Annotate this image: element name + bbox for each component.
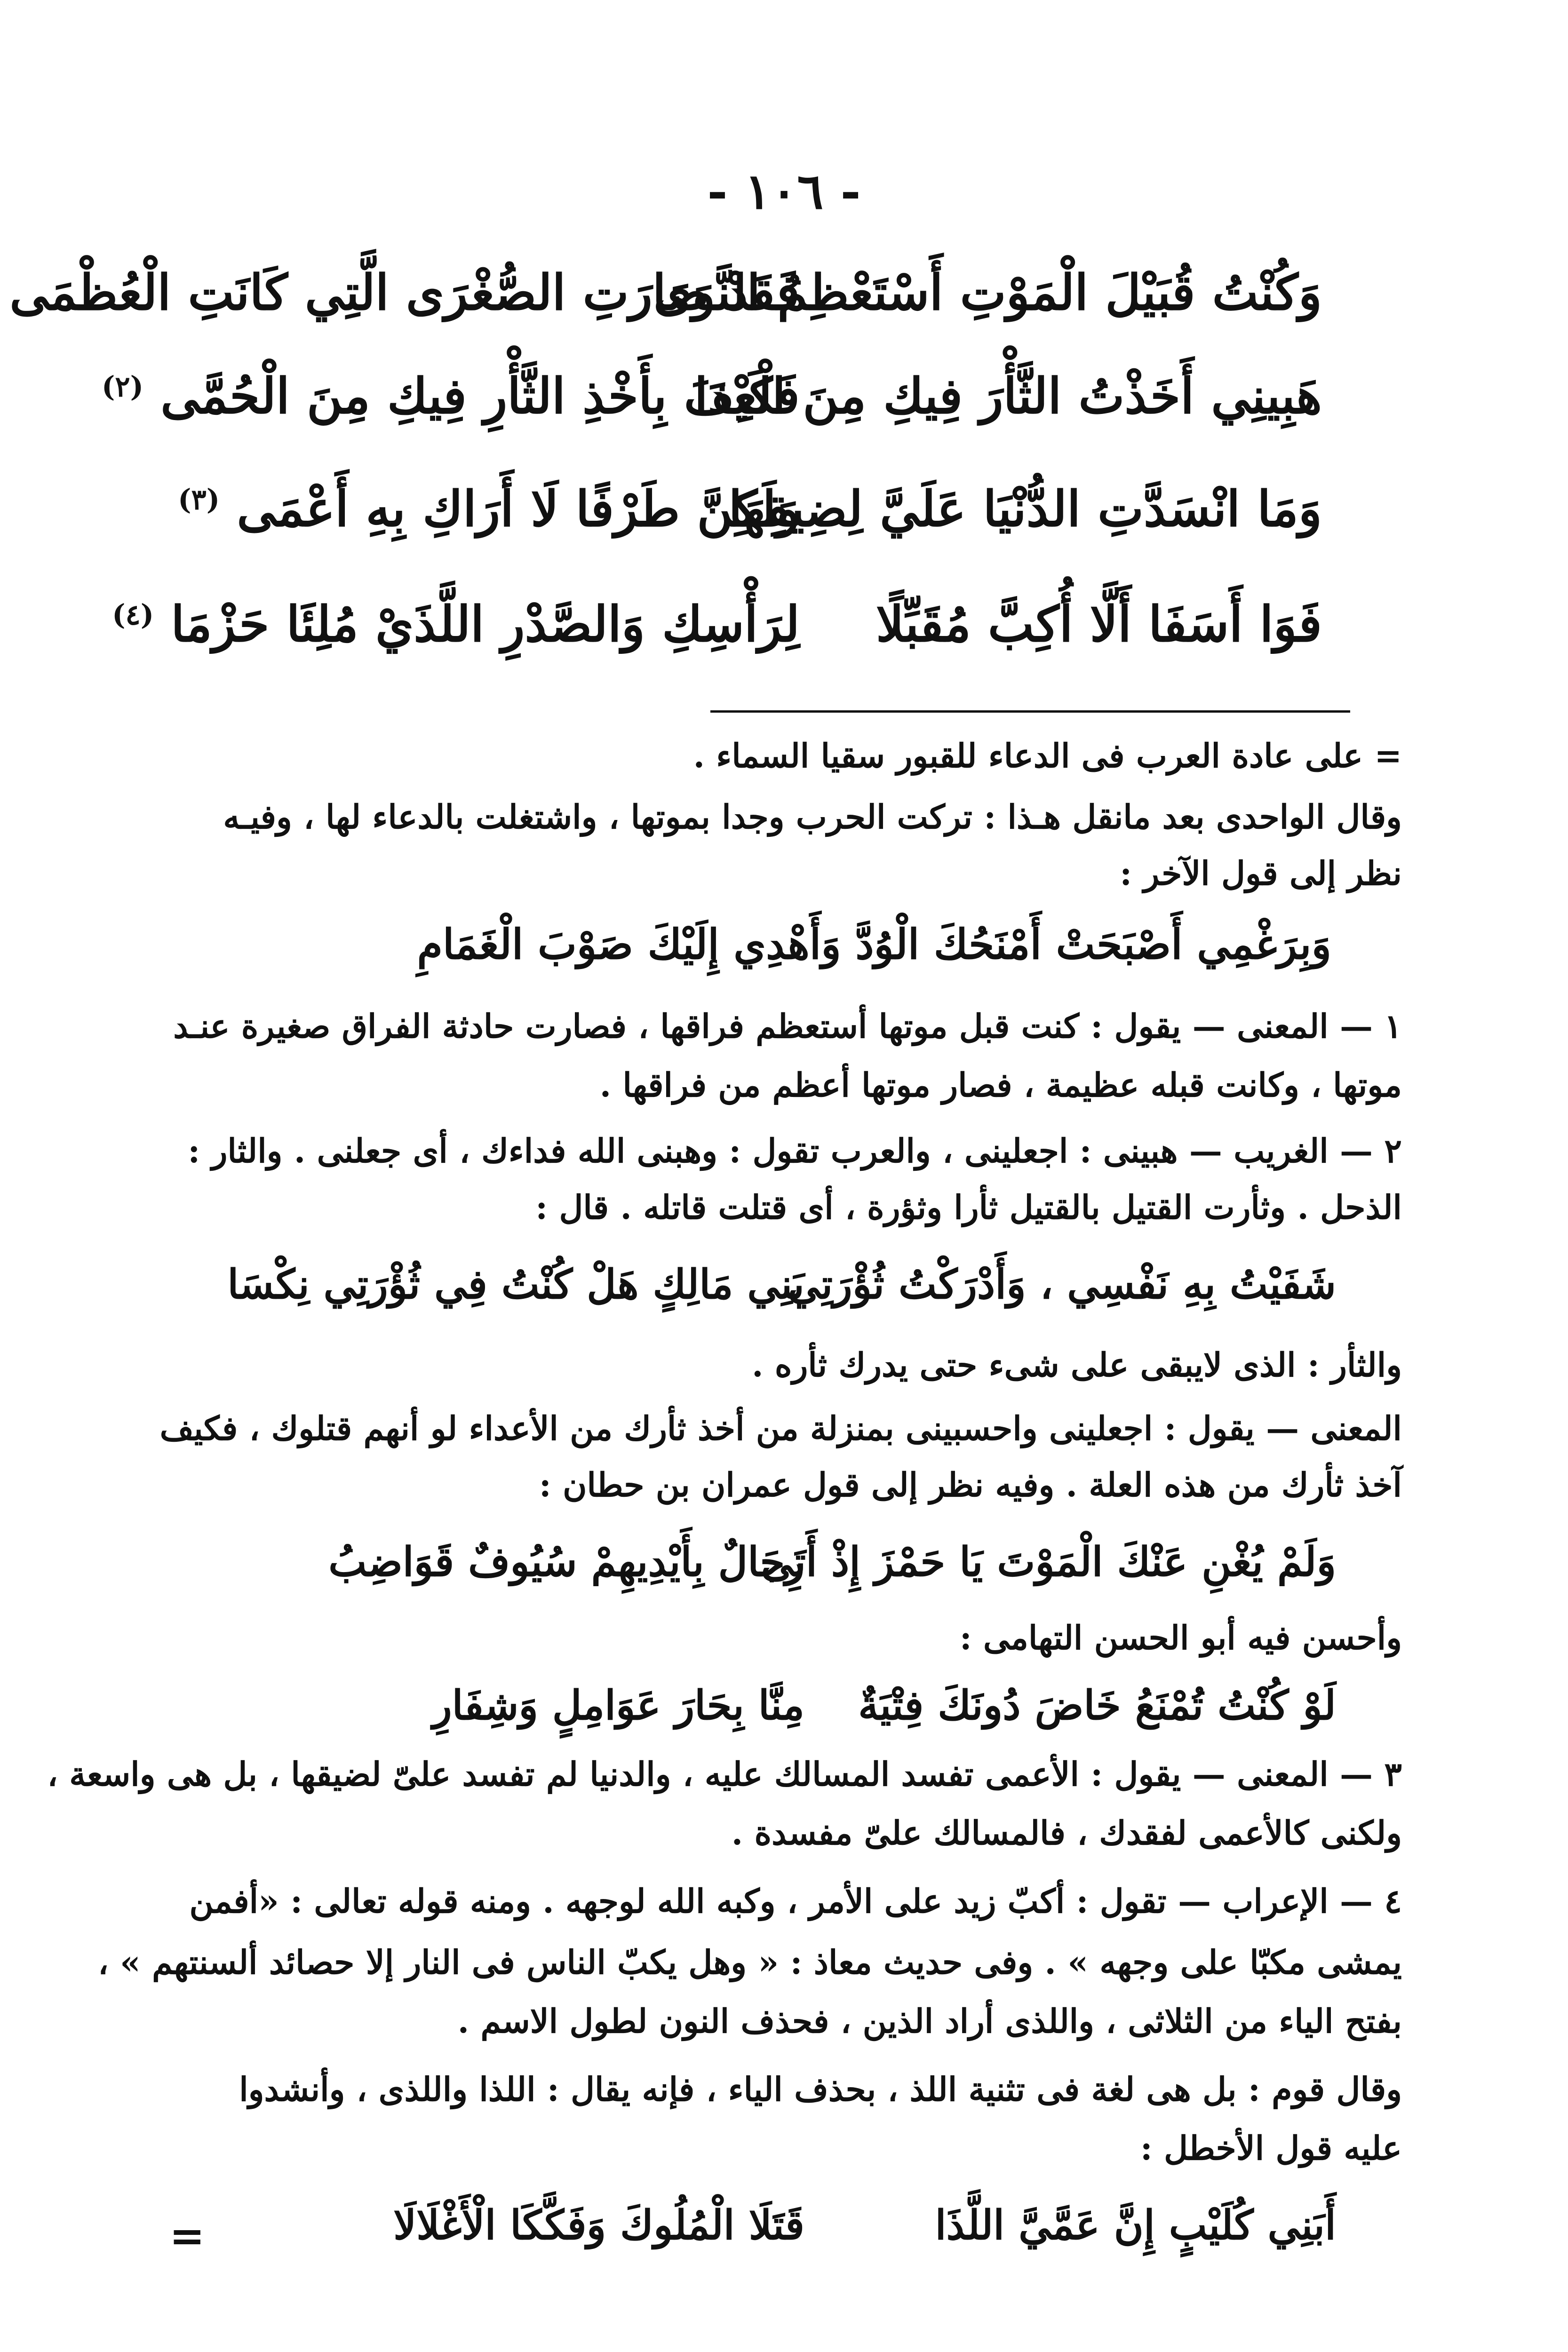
page-number: - ١٠٦ - — [707, 162, 861, 220]
commentary-line: المعنى — يقول : اجعلينى واحسبينى بمنزلة من أخذ ثأرك من الأعداء لو أنهم قتلوك ، فكيف — [159, 1409, 1402, 1448]
verse-text: فَقَدْ صَارَتِ الصُّغْرَى الَّتِي كَانَتِ الْعُظْمَى — [9, 263, 800, 321]
quoted-verse-first: لَوْ كُنْتُ تُمْنَعُ خَاضَ دُونَكَ فِتْيَةٌ — [858, 1682, 1336, 1729]
verse-second-hemistich — [102, 367, 800, 425]
verse-first-hemistich: هَبِينِي أَخَذْتُ الثَّأْرَ فِيكِ مِنَ الْعِدَا — [694, 367, 1322, 425]
commentary-line: الذحل . وثأرت القتيل بالقتيل ثأرا وثؤرة ، أى قتلت قاتله . قال : — [535, 1188, 1402, 1227]
quoted-verse-second: قَتَلَا الْمُلُوكَ وَفَكَّكَا الْأَغْلَالَا — [393, 2201, 804, 2249]
commentary-line: موتها ، وكانت قبله عظيمة ، فصار موتها أعظم من فراقها . — [599, 1065, 1402, 1104]
commentary-line: = على عادة العرب فى الدعاء للقبور سقيا السماء . — [693, 736, 1402, 775]
quoted-verse-first: شَفَيْتُ بِهِ نَفْسِي ، وَأَدْرَكْتُ ثُؤْرَتِي — [788, 1261, 1336, 1308]
commentary-line: يمشى مكبّا على وجهه » . وفى حديث معاذ : « وهل يكبّ الناس فى النار إلا حصائد ألسنتهم » ، — [98, 1943, 1402, 1982]
verse-text: وَلَكِنَّ طَرْفًا لَا أَرَاكِ بِهِ أَعْمَى — [237, 480, 800, 538]
quoted-verse — [155, 1538, 1402, 1621]
poem-verse-4 — [112, 595, 1322, 694]
footnote-marker: (٢) — [102, 370, 144, 404]
commentary-line: ولكنى كالأعمى لفقدك ، فالمسالك علىّ مفسدة . — [731, 1813, 1402, 1852]
quoted-verse-first: وَلَمْ يُغْنِ عَنْكَ الْمَوْتَ يَا حَمْزَ إِذْ أَتَى — [761, 1538, 1336, 1586]
verse-first-hemistich: وَمَا انْسَدَّتِ الدُّنْيَا عَلَيَّ لِضِيقِهَا — [728, 480, 1322, 538]
commentary-line: وقال قوم : بل هى لغة فى تثنية اللذ ، بحذف الياء ، فإنه يقال : اللذا واللذى ، وأنشدوا — [239, 2070, 1402, 2109]
footnote-marker: (٣) — [178, 483, 220, 516]
quoted-verse — [155, 2201, 1402, 2284]
commentary-line: نظر إلى قول الآخر : — [1120, 854, 1402, 893]
verse-text: لِرَأْسِكِ وَالصَّدْرِ اللَّذَيْ مُلِئَا حَزْمَا — [171, 595, 800, 653]
quoted-verse-first: أَبَنِي كُلَيْبٍ إِنَّ عَمَّيَّ اللَّذَا — [935, 2201, 1336, 2249]
footnote-separator — [710, 710, 1350, 713]
quoted-verse-second: رِجَالٌ بِأَيْدِيهِمْ سُيُوفٌ قَوَاضِبُ — [328, 1538, 804, 1586]
quoted-verse — [155, 1682, 1402, 1764]
commentary-line: عليه قول الأخطل : — [1140, 2129, 1402, 2168]
commentary-line: وقال الواحدى بعد مانقل هـذا : تركت الحرب وجدا بموتها ، واشتغلت بالدعاء لها ، وفيـه — [223, 797, 1402, 836]
verse-second-hemistich — [9, 263, 800, 321]
commentary-line: ١ — المعنى — يقول : كنت قبل موتها أستعظم فراقها ، فصارت حادثة الفراق صغيرة عنـد — [173, 1007, 1402, 1046]
verse-first-hemistich: فَوَا أَسَفَا أَلَّا أُكِبَّ مُقَبِّلًا — [876, 595, 1322, 653]
commentary-line: والثأر : الذى لايبقى على شىء حتى يدرك ثأره . — [752, 1345, 1402, 1384]
verse-second-hemistich — [155, 480, 800, 538]
quoted-verse — [155, 1261, 1402, 1343]
verse-first-hemistich: وَكُنْتُ قُبَيْلَ الْمَوْتِ أَسْتَعْظِمُ النَّوَى — [653, 263, 1322, 321]
commentary-line: ٤ — الإعراب — تقول : أكبّ زيد على الأمر ، وكبه الله لوجهه . ومنه قوله تعالى : «أفمن — [189, 1882, 1402, 1921]
poem-verse-2 — [102, 367, 1322, 466]
verse-second-hemistich — [112, 595, 800, 653]
quoted-verse-second: مِنَّا بِحَارَ عَوَامِلٍ وَشِفَارِ — [432, 1682, 804, 1729]
commentary-line: بفتح الياء من الثلاثى ، واللذى أراد الذين ، فحذف النون لطول الاسم . — [457, 2002, 1402, 2041]
commentary-line: آخذ ثأرك من هذه العلة . وفيه نظر إلى قول عمران بن حطان : — [539, 1465, 1402, 1504]
commentary-line: ٣ — المعنى — يقول : الأعمى تفسد المسالك عليه ، والدنيا لم تفسد علىّ لضيقها ، بل هى واسعة ، — [47, 1755, 1402, 1794]
quoted-verse: وَبِرَغْمِي أَصْبَحَتْ أَمْنَحُكَ الْوُدَّ وَأَهْدِي إِلَيْكَ صَوْبَ الْغَمَامِ — [417, 920, 1331, 969]
commentary-line: ٢ — الغريب — هبينى : اجعلينى ، والعرب تقول : وهبنى الله فداءك ، أى جعلنى . والثار : — [188, 1131, 1402, 1170]
poem-verse-3 — [155, 480, 1322, 579]
footnote-marker: (٤) — [112, 598, 154, 632]
commentary-line: وأحسن فيه أبو الحسن التهامى : — [959, 1618, 1402, 1657]
quoted-verse-second: بَنِي مَالِكٍ هَلْ كُنْتُ فِي ثُؤْرَتِي نِكْسَا — [227, 1261, 804, 1308]
continuation-mark: = — [169, 2211, 205, 2261]
poem-verse-1 — [9, 263, 1322, 362]
verse-text: فَكَيْفَ بِأَخْذِ الثَّأْرِ فِيكِ مِنَ الْحُمَّى — [160, 367, 800, 425]
